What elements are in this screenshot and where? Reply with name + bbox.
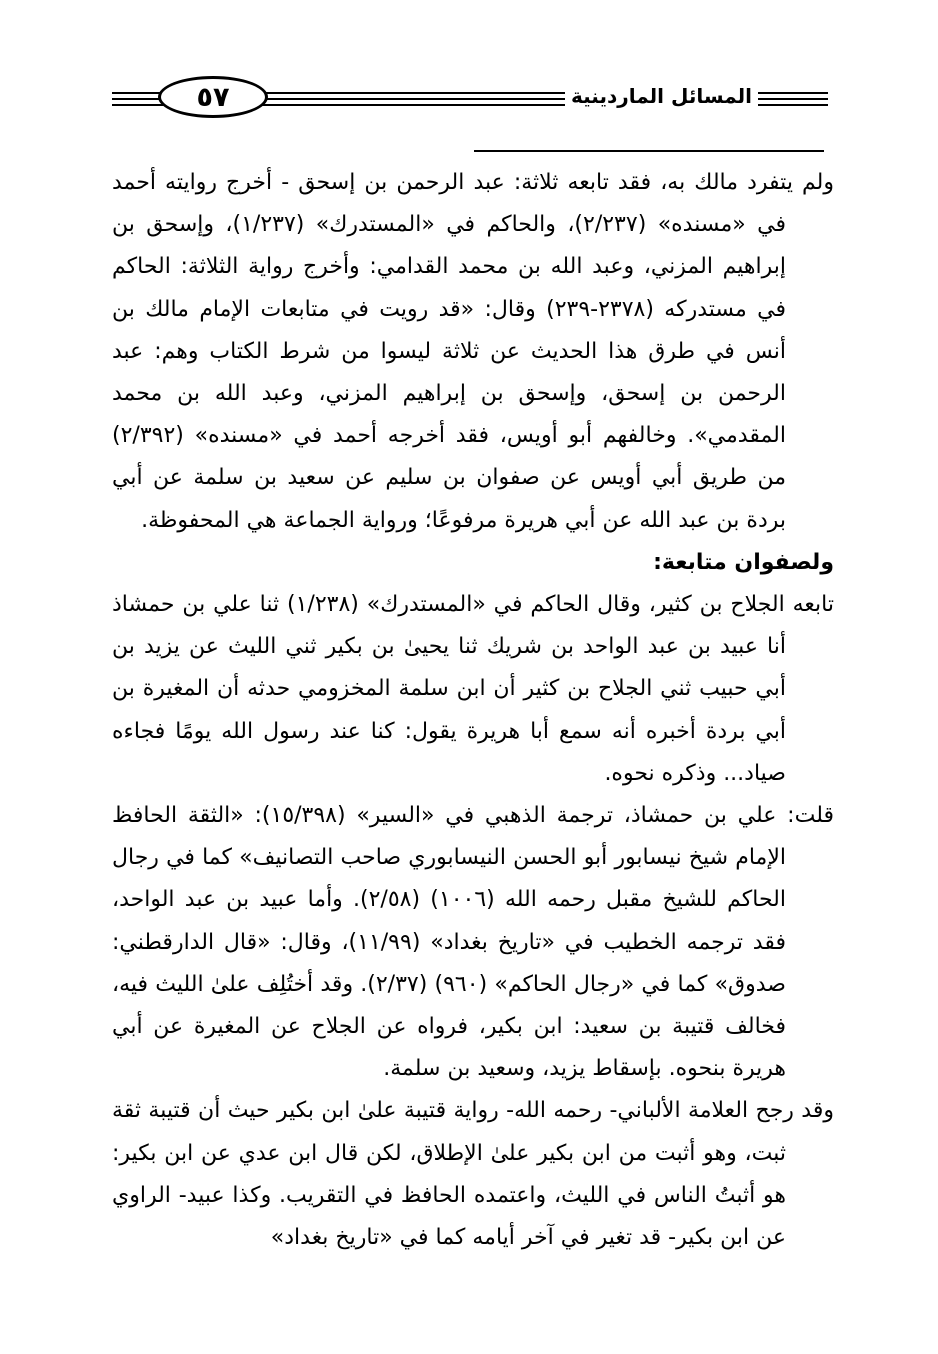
header-separator-line (474, 150, 824, 152)
page-number: ٥٧ (158, 76, 268, 118)
paragraph-jallah: تابعه الجلاح بن كثير، وقال الحاكم في «المستدرك» (١/٢٣٨) ثنا علي بن حمشاذ أنا عبيد بن عبد الواحد بن شريك ثنا يحيىٰ بن بكير ثني الليث عن يزيد بن أبي حبيب ثني الجلاح بن كثير أن ابن سلمة المخزومي حدثه أن المغيرة بن أبي بردة أخبره أنه سمع أبا هريرة يقول: كنا عند رسول الله يومًا فجاءه صياد... وذكره نحوه. (112, 592, 834, 786)
page-header (112, 72, 828, 124)
running-title: المسائل الماردينية (565, 82, 758, 110)
paragraph-followups: ولم يتفرد مالك به، فقد تابعه ثلاثة: عبد الرحمن بن إسحق - أخرج روايته أحمد في «مسنده» (٢/٢٣٧)، والحاكم في «المستدرك» (١/٢٣٧)، وإسحق بن إبراهيم المزني، وعبد الله بن محمد القدامي: وأخرج رواية الثلاثة: الحاكم في مستدركه (٢٣٧٨-٢٣٩) وقال: «قد رويت في متابعات الإمام مالك بن أنس في طرق هذا الحديث عن ثلاثة ليسوا من شرط الكتاب وهم: عبد الرحمن بن إسحق، وإسحق بن إبراهيم المزني، وعبد الله بن محمد المقدمي». وخالفهم أبو أويس، فقد أخرجه أحمد في «مسنده» (٢/٣٩٢) من طريق أبي أويس عن صفوان بن سليم عن سعيد بن سلمة عن أبي بردة بن عبد الله عن أبي هريرة مرفوعًا؛ ورواية الجماعة هي المحفوظة. (112, 170, 834, 533)
paragraph-qultu: قلت: علي بن حمشاذ، ترجمة الذهبي في «السير» (١٥/٣٩٨): «الثقة الحافظ الإمام شيخ نيسابور أبو الحسن النيسابوري صاحب التصانيف» كما في رجال الحاكم للشيخ مقبل رحمه الله (١٠٠٦) (٢/٥٨). وأما عبيد بن عبد الواحد، فقد ترجمه الخطيب في «تاريخ بغداد» (١١/٩٩)، وقال: «قال الدارقطني: صدوق» كما في «رجال الحاكم» (٩٦٠) (٢/٣٧). وقد أختُلِف علىٰ الليث فيه، فخالف قتيبة بن سعيد: ابن بكير، فرواه عن الجلاح عن المغيرة عن أبي هريرة بنحوه. بإسقاط يزيد، وسعيد بن سلمة. (112, 803, 834, 1082)
paragraph-albani: وقد رجح العلامة الألباني- رحمه الله- رواية قتيبة علىٰ ابن بكير حيث أن قتيبة ثقة ثبت، وهو أثبت من ابن بكير علىٰ الإطلاق، لكن قال ابن عدي عن ابن بكير: هو أثبتُ الناس في الليث، واعتمده الحافظ في التقريب. وكذا عبيد- الراوي عن ابن بكير- قد تغير في آخر أيامه كما في «تاريخ بغداد» (112, 1098, 834, 1251)
body-text (112, 162, 834, 1259)
paragraph-heading: ولصفوان متابعة: (653, 549, 834, 575)
